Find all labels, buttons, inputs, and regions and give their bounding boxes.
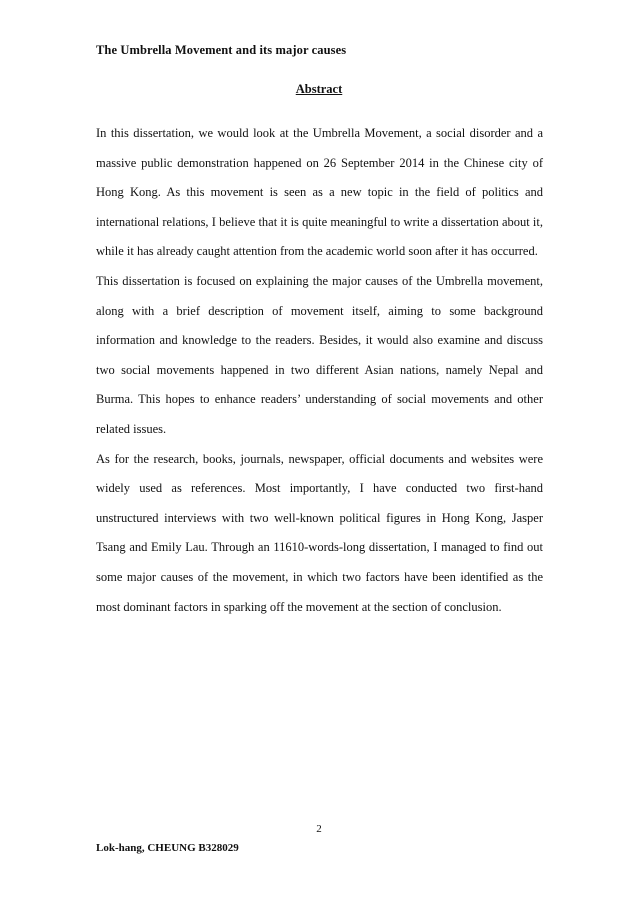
abstract-heading: Abstract [295,82,343,96]
footer-author-id: Lok-hang, CHEUNG B328029 [96,842,239,854]
abstract-body [96,119,543,622]
page-number: 2 [316,823,322,835]
abstract-paragraph-2: This dissertation is focused on explaining the major causes of the Umbrella movement, along with a brief description of movement itself, aiming to some background information and knowledge to the readers. Besides, it would also examine and discuss two social movements happened in two different Asian nations, namely Nepal and Burma. This hopes to enhance readers’ understanding of social movements and other related issues. [96,273,543,436]
running-header-title: The Umbrella Movement and its major causes [96,43,347,57]
abstract-paragraph-3: As for the research, books, journals, newspaper, official documents and websites were widely used as references. Most importantly, I have conducted two first-hand unstructured interviews with two well-known political figures in Hong Kong, Jasper Tsang and Emily Lau. Through an 11610-words-long dissertation, I managed to find out some major causes of the movement, in which two factors have been identified as the most dominant factors in sparking off the movement at the section of conclusion. [96,451,543,614]
abstract-paragraph-1: In this dissertation, we would look at the Umbrella Movement, a social disorder and a massive public demonstration happened on 26 September 2014 in the Chinese city of Hong Kong. As this movement is seen as a new topic in the field of politics and international relations, I believe that it is quite meaningful to write a dissertation about it, while it has already caught attention from the academic world soon after it has occurred. [96,126,543,259]
